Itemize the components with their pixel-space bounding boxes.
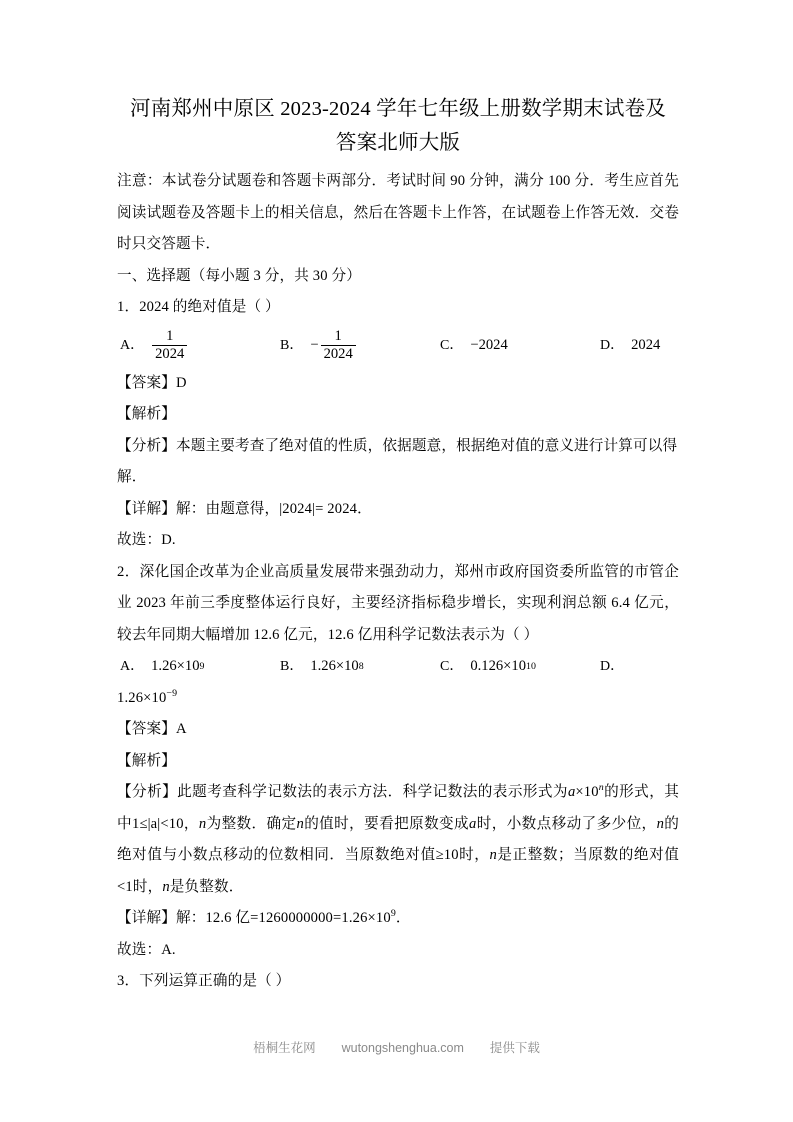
question-2-jiexi-label: 【解析】 bbox=[117, 752, 176, 769]
question-2-option-d-letter[interactable] bbox=[600, 651, 631, 683]
math-var-a: a bbox=[567, 784, 576, 800]
page-title-line-2: 答案北师大版 bbox=[335, 132, 461, 154]
question-2-conclusion: 故选：A. bbox=[117, 941, 176, 958]
option-letter: A． bbox=[120, 659, 145, 674]
math-var-a: a bbox=[469, 815, 477, 832]
option-letter: C． bbox=[440, 337, 464, 353]
xiangjie-math: =1260000000=1.26×10 bbox=[250, 910, 391, 926]
page-title-line-1: 河南郑州中原区 2023-2024 学年七年级上册数学期末试卷及 bbox=[130, 98, 666, 120]
question-1-xiangjie bbox=[117, 494, 679, 526]
fenxi-text: ， bbox=[183, 815, 199, 832]
question-2-stem: 2．深化国企改革为企业高质量发展带来强劲动力，郑州市政府国资委所监管的市管企业 2023 年前三季度整体运行良好，主要经济指标稳步增长，实现利润总额 6.4 亿元，较去年同期大幅增加 12.6 亿元，12.6 亿用科学记数法表示为（ ） bbox=[117, 563, 679, 643]
option-value: −2024 bbox=[470, 336, 508, 353]
footer-action: 提供下载 bbox=[489, 1041, 540, 1055]
option-letter: D． bbox=[600, 659, 625, 674]
option-value: 0.126×10 10 bbox=[470, 651, 536, 683]
question-2-fenxi bbox=[117, 777, 679, 903]
xiangjie-suffix: ． bbox=[395, 910, 411, 926]
sci-base: 1.26×10 bbox=[151, 658, 200, 674]
sci-base: 1.26×10 bbox=[310, 658, 359, 674]
math-lt-one: <1 bbox=[117, 878, 133, 895]
question-2-options bbox=[117, 651, 679, 683]
fenxi-text: 是正整数；当原数的绝对值 bbox=[496, 847, 679, 863]
question-2-option-a[interactable] bbox=[120, 651, 204, 683]
option-value: 1.26×10 9 bbox=[151, 651, 204, 683]
option-letter: A． bbox=[120, 337, 145, 353]
xiangjie-prefix: 【详解】解：12.6 亿 bbox=[117, 910, 251, 926]
fenxi-text: 时， bbox=[132, 878, 163, 895]
footer-site-name: 梧桐生花网 bbox=[253, 1041, 316, 1055]
footer-url[interactable]: wutongshenghua.com bbox=[341, 1041, 464, 1055]
option-value bbox=[151, 329, 188, 361]
fenxi-text: 是负整数． bbox=[169, 878, 244, 895]
question-2-option-c[interactable] bbox=[440, 651, 536, 683]
xiangjie-suffix: ． bbox=[357, 500, 372, 517]
question-1-fenxi: 【分析】本题主要考查了绝对值的性质，依据题意，根据绝对值的意义进行计算可以得解． bbox=[117, 437, 678, 485]
sci-base: 1.26×10 bbox=[117, 689, 167, 706]
fraction-numerator: 1 bbox=[166, 328, 174, 345]
fraction-numerator: 1 bbox=[334, 328, 342, 345]
option-value: 1.26×10 8 bbox=[310, 651, 363, 683]
option-letter: B． bbox=[280, 659, 304, 674]
question-2-option-d-value[interactable] bbox=[117, 683, 679, 715]
fraction-denominator: 2024 bbox=[323, 346, 353, 362]
fenxi-text: 的绝对值与小数点移动的位数相同．当原数绝对值 bbox=[117, 815, 680, 863]
fraction-denominator: 2024 bbox=[155, 346, 185, 362]
question-1-option-a[interactable] bbox=[120, 324, 188, 368]
math-var-n: n bbox=[489, 847, 497, 863]
fenxi-text: 为整数．确定 bbox=[206, 815, 297, 832]
option-value bbox=[310, 329, 356, 361]
fraction bbox=[152, 329, 187, 361]
option-letter: C． bbox=[440, 659, 464, 674]
question-1-option-c[interactable] bbox=[440, 324, 508, 368]
question-1-conclusion: 故选：D. bbox=[117, 532, 176, 548]
fraction bbox=[321, 329, 356, 361]
question-1-answer: 【答案】D bbox=[117, 374, 187, 391]
math-var-n: n bbox=[162, 878, 170, 895]
xiangjie-prefix: 【详解】解：由题意得， bbox=[117, 500, 280, 517]
fenxi-text: 时， bbox=[458, 847, 490, 863]
question-1-jiexi-label: 【解析】 bbox=[117, 406, 176, 422]
option-letter: B． bbox=[280, 337, 304, 353]
xiangjie-math: |2024|= 2024 bbox=[279, 500, 358, 517]
option-letter: D． bbox=[600, 337, 625, 353]
fenxi-text: 的形式，其中 bbox=[117, 784, 679, 832]
math-exponent-n: n bbox=[598, 782, 604, 794]
math-var-n: n bbox=[296, 815, 304, 832]
sci-exponent: 9 bbox=[390, 908, 396, 920]
math-times-ten: ×10 bbox=[575, 784, 599, 800]
exam-notice: 注意：本试卷分试题卷和答题卡两部分．考试时间 90 分钟，满分 100 分．考生应首先阅读试题卷及答题卡上的相关信息，然后在答题卡上作答，在试题卷上作答无效．交卷时只交答题卡． bbox=[117, 173, 679, 252]
fenxi-text: 的值时，要看把原数变成 bbox=[303, 815, 470, 832]
question-3-stem: 3．下列运算正确的是（ ） bbox=[117, 973, 291, 989]
section-heading-choice: 一、选择题（每小题 3 分，共 30 分） bbox=[117, 267, 361, 284]
page-title bbox=[117, 92, 679, 160]
option-value: 2024 bbox=[631, 336, 661, 353]
question-2-answer: 【答案】A bbox=[117, 721, 187, 737]
question-1-options bbox=[117, 324, 679, 368]
sci-base: 0.126×10 bbox=[470, 658, 527, 674]
fenxi-text: 【分析】此题考查科学记数法的表示方法．科学记数法的表示形式为 bbox=[117, 784, 568, 800]
question-1-option-b[interactable] bbox=[280, 324, 357, 368]
question-1-option-d[interactable] bbox=[600, 324, 660, 368]
math-ge-ten: ≥10 bbox=[435, 847, 459, 863]
question-2-xiangjie bbox=[117, 903, 679, 935]
page-footer bbox=[0, 1038, 793, 1056]
math-var-n: n bbox=[656, 815, 665, 832]
document-content bbox=[117, 92, 679, 998]
question-2-option-b[interactable] bbox=[280, 651, 364, 683]
math-range: 1≤|a|<10 bbox=[132, 815, 184, 832]
fenxi-text: 时，小数点移动了多少位， bbox=[476, 815, 657, 832]
math-var-n: n bbox=[198, 815, 207, 832]
minus-sign: − bbox=[310, 336, 319, 353]
question-1-stem: 1．2024 的绝对值是（ ） bbox=[117, 299, 280, 315]
sci-exponent: −9 bbox=[166, 687, 178, 699]
